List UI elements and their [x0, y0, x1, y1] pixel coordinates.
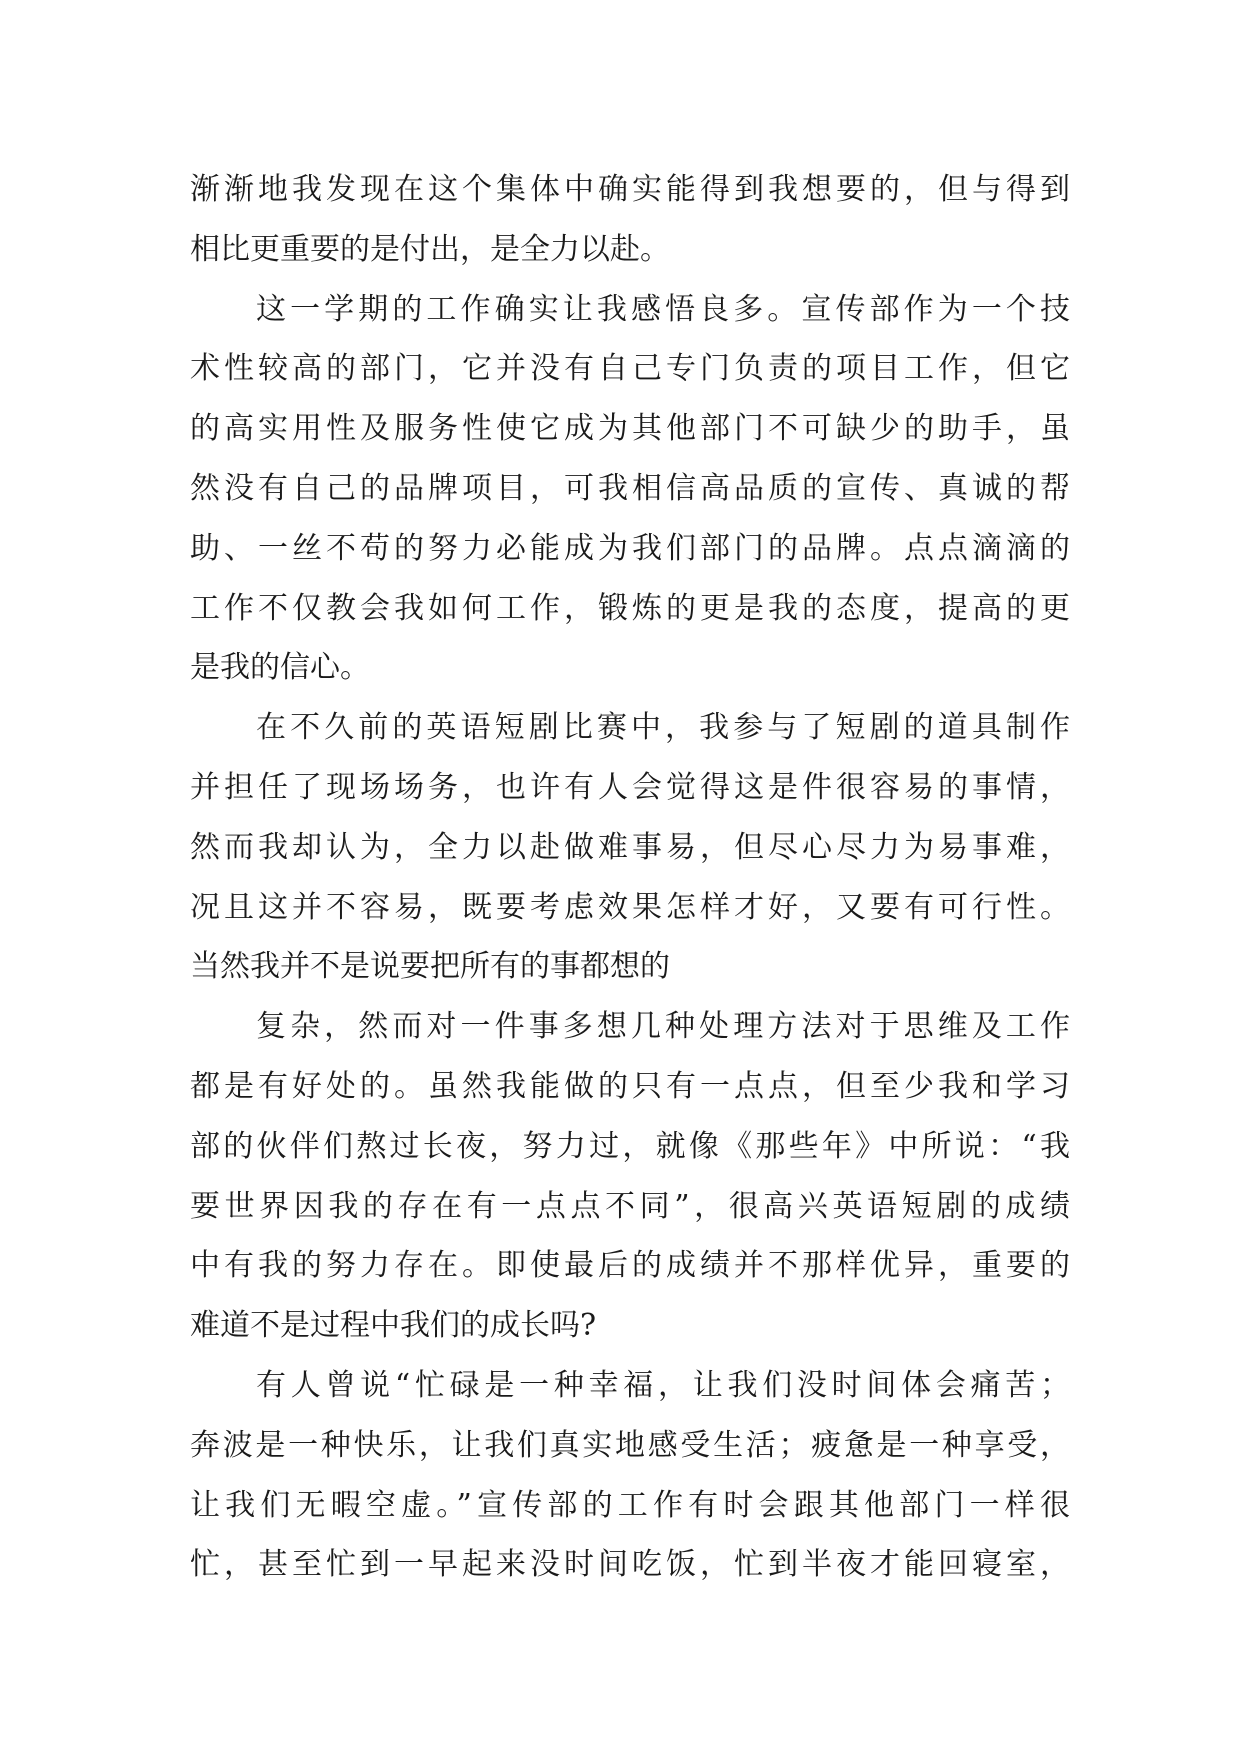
text-line: 工作不仅教会我如何工作，锻炼的更是我的态度，提高的更: [190, 590, 1070, 626]
text-line: 难道不是过程中我们的成长吗?: [190, 1308, 597, 1344]
text-line: 相比更重要的是付出，是全力以赴。: [190, 231, 670, 267]
text-line: 的高实用性及服务性使它成为其他部门不可缺少的助手，虽: [190, 411, 1070, 447]
text-line: 并担任了现场场务，也许有人会觉得这是件很容易的事情，: [190, 769, 1070, 805]
text-line: 渐渐地我发现在这个集体中确实能得到我想要的，但与得到: [190, 172, 1070, 207]
text-line: 是我的信心。: [190, 650, 370, 686]
paragraph-first-line: 有人曾说“忙碌是一种幸福，让我们没时间体会痛苦；: [256, 1367, 1070, 1403]
text-line: 奔波是一种快乐，让我们真实地感受生活；疲惫是一种享受，: [190, 1427, 1070, 1463]
paragraph-first-line: 这一学期的工作确实让我感悟良多。宣传部作为一个技: [256, 291, 1070, 327]
paragraph-first-line: 在不久前的英语短剧比赛中，我参与了短剧的道具制作: [256, 710, 1070, 746]
text-line: 忙，甚至忙到一早起来没时间吃饭，忙到半夜才能回寝室，: [190, 1547, 1070, 1583]
text-line: 部的伙伴们熬过长夜，努力过，就像《那些年》中所说：“我: [190, 1128, 1070, 1164]
body-text: [190, 160, 1070, 1595]
text-line: 助、一丝不苟的努力必能成为我们部门的品牌。点点滴滴的: [190, 530, 1070, 566]
paragraph-first-line: 复杂，然而对一件事多想几种处理方法对于思维及工作: [256, 1009, 1070, 1045]
text-line: 要世界因我的存在有一点点不同”，很高兴英语短剧的成绩: [190, 1188, 1070, 1224]
text-line: 况且这并不容易，既要考虑效果怎样才好，又要有可行性。: [190, 889, 1070, 925]
text-line: 中有我的努力存在。即使最后的成绩并不那样优异，重要的: [190, 1248, 1070, 1284]
text-line: 都是有好处的。虽然我能做的只有一点点，但至少我和学习: [190, 1068, 1070, 1104]
text-line: 然没有自己的品牌项目，可我相信高品质的宣传、真诚的帮: [190, 470, 1070, 506]
text-line: 然而我却认为，全力以赴做难事易，但尽心尽力为易事难，: [190, 829, 1070, 865]
text-line: 当然我并不是说要把所有的事都想的: [190, 949, 670, 985]
text-line: 术性较高的部门，它并没有自己专门负责的项目工作，但它: [190, 351, 1070, 387]
text-line: 让我们无暇空虚。”宣传部的工作有时会跟其他部门一样很: [190, 1487, 1070, 1523]
